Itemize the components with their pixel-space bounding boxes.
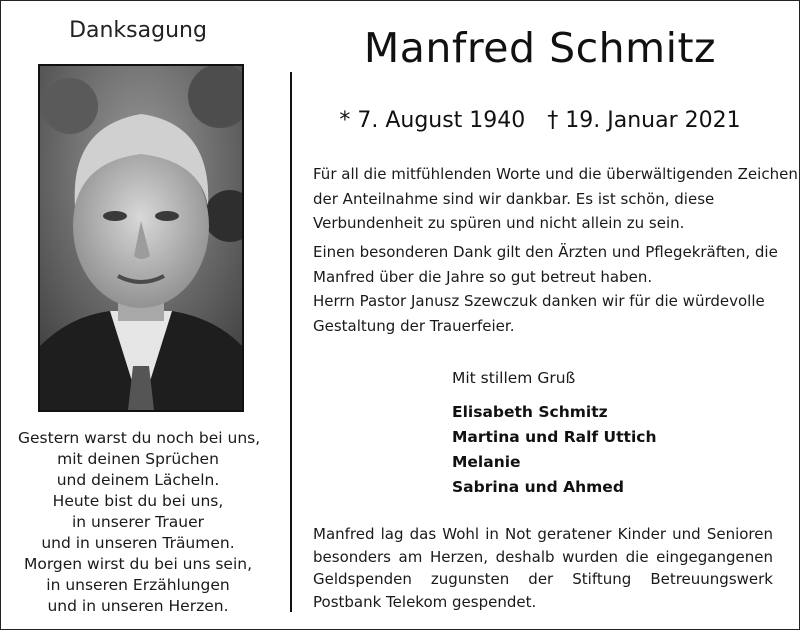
- paragraph-line: der Anteilnahme sind wir dankbar. Es ist schön, diese: [313, 189, 715, 208]
- donation-note: Manfred lag das Wohl in Not geratener Kinder und Senioren besonders am Herzen, deshalb wurden die eingegangenen Geldspenden zugunsten der Stiftung Betreuungswerk Postbank Telekom gespendet.: [313, 525, 773, 611]
- poem-line: und in unseren Herzen.: [47, 597, 229, 615]
- poem-line: in unseren Erzählungen: [46, 576, 230, 594]
- family-member: Sabrina und Ahmed: [452, 478, 624, 496]
- paragraph-line: Gestaltung der Trauerfeier.: [313, 316, 515, 335]
- paragraph-line: Herrn Pastor Janusz Szewczuk danken wir für die würdevolle: [313, 292, 765, 310]
- poem: [18, 428, 261, 617]
- family-signatures: [452, 400, 657, 500]
- poem-line: Gestern warst du noch bei uns,: [18, 429, 261, 447]
- danksagung-heading: Danksagung: [69, 18, 207, 43]
- family-member: Martina und Ralf Uttich: [452, 428, 657, 446]
- paragraph-line: Für all die mitfühlenden Worte und die überwältigenden Zeichen: [313, 165, 798, 183]
- closing-greeting: Mit stillem Gruß: [452, 369, 576, 387]
- poem-line: Heute bist du bei uns,: [52, 492, 224, 510]
- poem-line: in unserer Trauer: [72, 513, 204, 531]
- paragraph-line: Einen besonderen Dank gilt den Ärzten und Pflegekräften, die: [313, 243, 778, 261]
- thanks-paragraph-1: [313, 162, 798, 236]
- paragraph-line: Manfred über die Jahre so gut betreut haben.: [313, 267, 653, 286]
- paragraph-line: Verbundenheit zu spüren und nicht allein zu sein.: [313, 214, 685, 232]
- poem-line: und deinem Lächeln.: [56, 471, 220, 489]
- life-dates: [300, 108, 780, 133]
- thanks-paragraph-2: [313, 240, 783, 338]
- portrait-photo: [38, 64, 244, 412]
- portrait-illustration: [40, 66, 242, 410]
- poem-line: mit deinen Sprüchen: [57, 450, 219, 468]
- birth-date: * 7. August 1940: [339, 108, 526, 133]
- deceased-name: Manfred Schmitz: [363, 24, 717, 72]
- poem-line: und in unseren Träumen.: [41, 534, 235, 552]
- vertical-divider: [290, 72, 292, 612]
- family-member: Melanie: [452, 453, 521, 471]
- death-date: † 19. Januar 2021: [547, 108, 741, 133]
- family-member: Elisabeth Schmitz: [452, 403, 608, 421]
- poem-line: Morgen wirst du bei uns sein,: [23, 555, 253, 573]
